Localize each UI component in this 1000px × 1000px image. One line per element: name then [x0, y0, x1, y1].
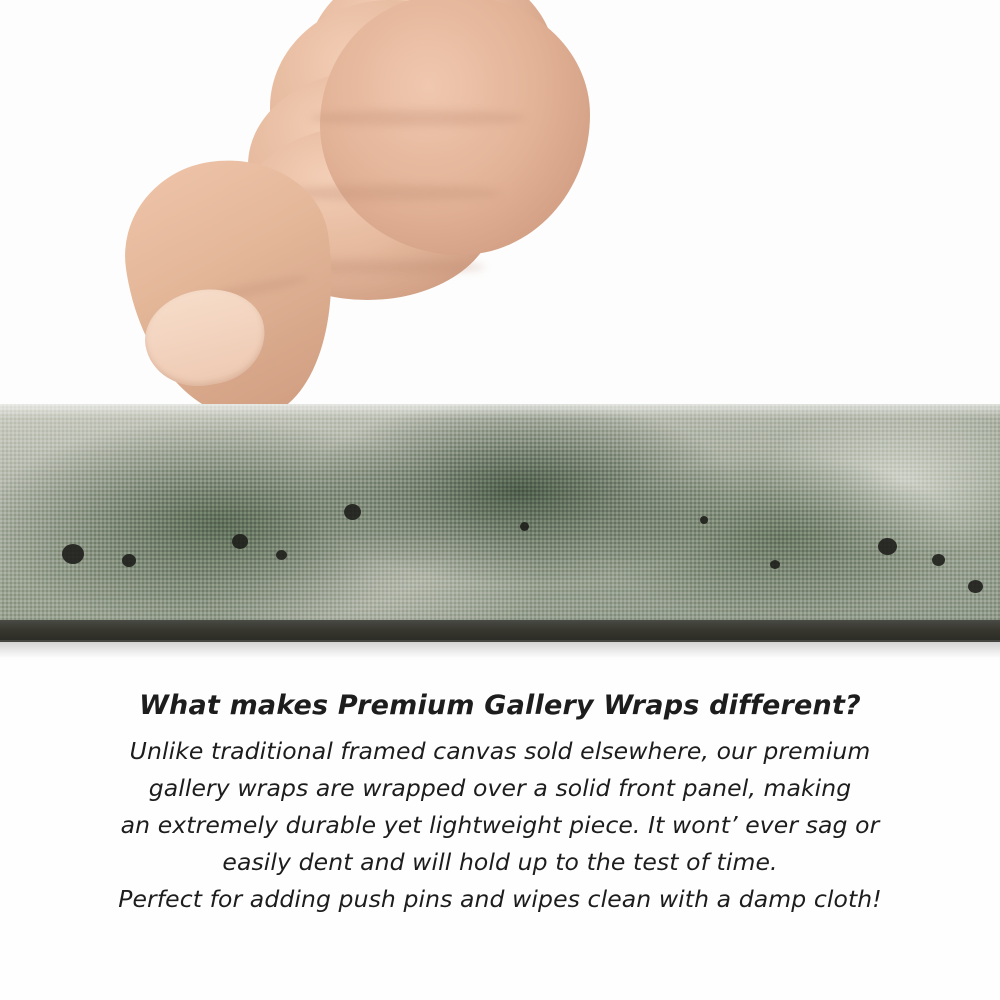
finger-crease: [285, 185, 500, 201]
caption-line: an extremely durable yet lightweight piece. It wont’ ever sag or: [120, 810, 880, 839]
canvas-speck: [122, 554, 136, 567]
canvas-print-surface: [0, 404, 1000, 622]
canvas-speck: [276, 550, 287, 560]
caption-line: easily dent and will hold up to the test of time.: [222, 847, 778, 876]
canvas-edge-strip: [0, 404, 1000, 656]
canvas-speck: [520, 522, 529, 531]
canvas-speck: [878, 538, 897, 555]
canvas-speck: [62, 544, 84, 564]
caption-line: Unlike traditional framed canvas sold elsewhere, our premium: [129, 737, 871, 765]
canvas-side-edge: [0, 620, 1000, 642]
palm: [320, 0, 590, 255]
caption-line: Perfect for adding push pins and wipes clean with a damp cloth!: [118, 884, 882, 913]
hand-illustration: [120, 0, 590, 430]
canvas-speck: [932, 554, 945, 566]
caption-title: What makes Premium Gallery Wraps different?: [139, 690, 861, 721]
canvas-speck: [770, 560, 780, 569]
canvas-speck: [968, 580, 983, 593]
canvas-speck: [232, 534, 248, 549]
canvas-speck: [344, 504, 361, 520]
finger-crease: [310, 110, 525, 126]
caption-block: [0, 690, 1000, 917]
caption-line: gallery wraps are wrapped over a solid front panel, making: [148, 773, 852, 802]
canvas-speck: [700, 516, 708, 524]
canvas-drop-shadow: [0, 640, 1000, 658]
canvas-top-highlight: [0, 404, 1000, 418]
